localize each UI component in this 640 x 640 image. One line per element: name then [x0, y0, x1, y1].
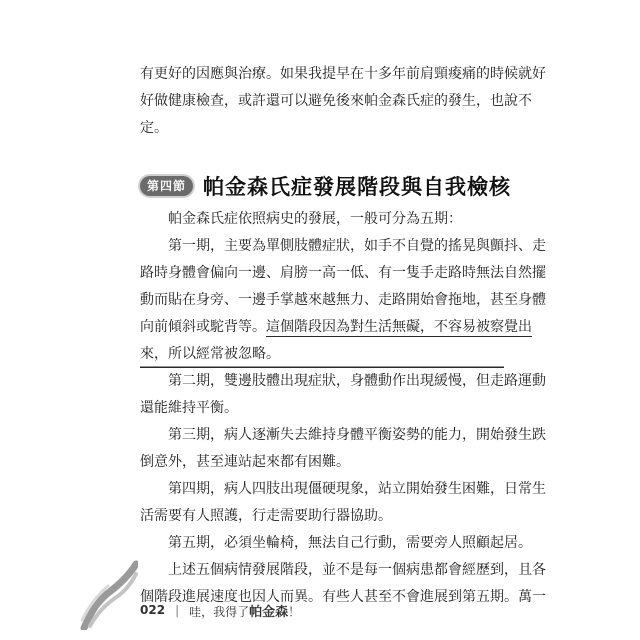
footer-separator: | — [175, 603, 180, 617]
stage4-line: 第四期，病人四肢出現僵硬現象，站立開始發生困難，日常生 — [168, 481, 546, 497]
stage1-line-underlined — [140, 341, 504, 368]
section-badge: 第四節 — [140, 176, 193, 196]
book-title-prefix: 哇，我得了 — [189, 604, 250, 619]
closing-line: 個階段進展速度也因人而異。有些人甚至不會進展到第五期。萬一 — [140, 589, 546, 605]
top-paragraph — [140, 61, 546, 142]
stage2-line: 還能維持平衡。 — [140, 400, 238, 416]
stage1-line: 路時身體會偏向一邊、肩膀一高一低、有一隻手走路時無法自然擺 — [140, 265, 546, 281]
stage3-line: 倒意外，甚至連站起來都有困難。 — [140, 454, 350, 470]
closing-line: 上述五個病情發展階段，並不是每一個病患都會經歷到，且各 — [168, 562, 546, 578]
page-footer — [140, 601, 300, 619]
text-line: 定。 — [140, 120, 168, 136]
ribbon-decoration-icon — [78, 560, 138, 630]
stage1-line — [140, 314, 532, 341]
stage5-line: 第五期，必須坐輪椅，無法自己行動，需要旁人照顧起居。 — [168, 535, 532, 551]
stage1-plain-text: 向前傾斜或駝背等。 — [140, 319, 266, 335]
text-line: 有更好的因應與治療。如果我提早在十多年前肩頸痠痛的時候就好 — [140, 66, 546, 82]
stage3-line: 第三期，病人逐漸失去維持身體平衡姿勢的能力，開始發生跌 — [168, 427, 546, 443]
stage4-line: 活需要有人照護，行走需要助行器協助。 — [140, 508, 392, 524]
page-number: 022 — [140, 603, 166, 617]
book-title — [189, 601, 300, 620]
text-line: 好做健康檢查，或許還可以避免後來帕金森氏症的發生，也說不 — [140, 93, 532, 109]
stage1-line: 第一期，主要為單側肢體症狀，如手不自覺的搖晃與顫抖、走 — [168, 238, 546, 254]
intro-line: 帕金森氏症依照病史的發展，一般可分為五期： — [168, 211, 462, 227]
stage1-line: 動而貼在身旁、一邊手掌越來越無力、走路開始會拖地，甚至身體 — [140, 292, 546, 308]
stage1-underlined-text: 來，所以經常被忽略。 — [140, 346, 280, 362]
body-text — [140, 206, 546, 611]
section-heading — [140, 173, 511, 199]
book-title-suffix: ！ — [288, 604, 301, 619]
section-title: 帕金森氏症發展階段與自我檢核 — [203, 174, 512, 199]
book-title-name: 帕金森 — [249, 604, 289, 620]
stage1-underlined-text: 這個階段因為對生活無礙，不容易被察覺出 — [266, 319, 532, 335]
stage2-line: 第二期，雙邊肢體出現症狀，身體動作出現緩慢，但走路運動 — [168, 373, 546, 389]
